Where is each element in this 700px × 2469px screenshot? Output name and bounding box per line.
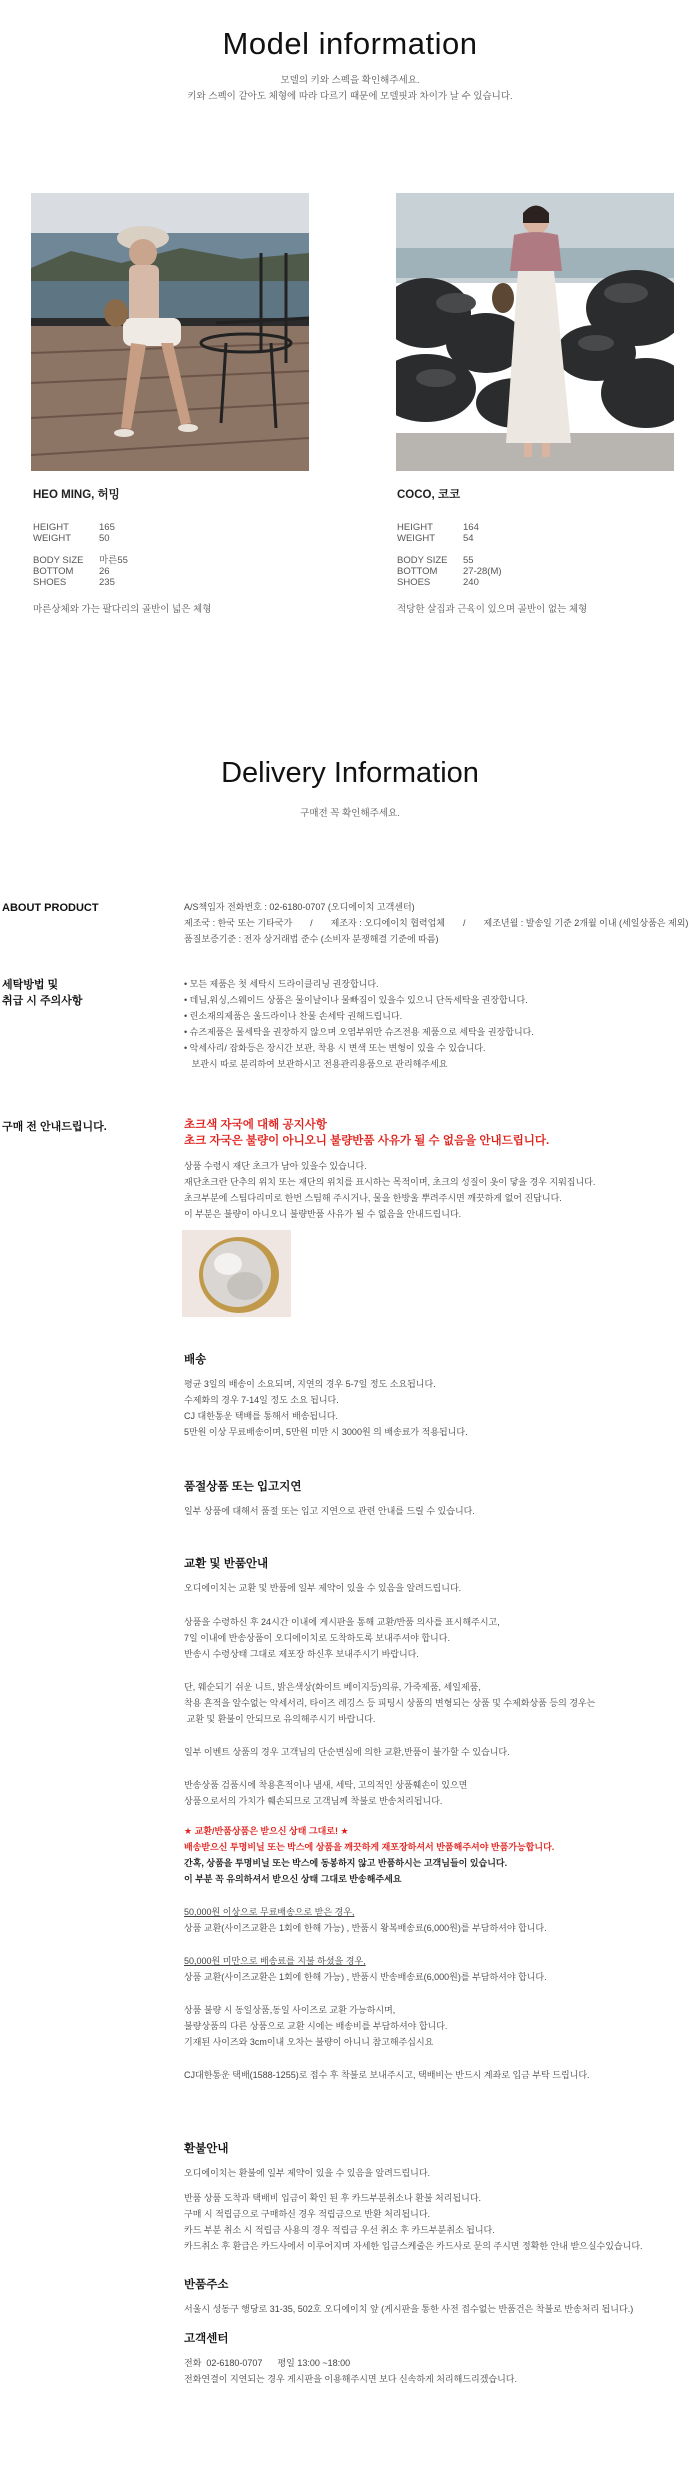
return-address-section — [184, 2277, 694, 2317]
spec-value: 26 — [99, 566, 110, 577]
spec-shoes — [397, 577, 677, 588]
spec-height — [397, 522, 677, 533]
about-maker: 제조자 : 오디에이치 협력업체 — [330, 918, 445, 928]
spec-value: 마른55 — [99, 555, 128, 566]
spec-body-size — [397, 555, 677, 566]
about-product-label: ABOUT PRODUCT — [2, 902, 99, 914]
customer-center-section — [184, 2331, 694, 2387]
soldout-section — [184, 1479, 694, 1519]
model-card-heo-ming — [33, 486, 313, 615]
exchange-line: 7일 이내에 반송상품이 오디에이치로 도착하도록 보내주셔야 합니다. — [184, 1633, 450, 1643]
exchange-line: 불량상품의 다른 상품으로 교환 시에는 배송비를 부담하셔야 합니다. — [184, 2021, 448, 2031]
model-info-sub-line: 키와 스펙이 같아도 체형에 따라 다르기 때문에 모델핏과 차이가 날 수 있습니다. — [187, 91, 513, 102]
wash-body — [184, 976, 694, 1072]
spec-bottom — [33, 566, 313, 577]
exchange-section — [184, 1556, 694, 2083]
about-separator: / — [463, 918, 466, 928]
refund-line: 반품 상품 도착과 택배비 입금이 확인 된 후 카드부분취소나 환불 처리됩니다. — [184, 2193, 482, 2203]
spec-key: BODY SIZE — [397, 555, 448, 566]
shipping-line: 5만원 이상 무료배송이며, 5만원 미만 시 3000원 의 배송료가 적용됩니다. — [184, 1427, 468, 1437]
exchange-line: 단, 웨순되기 쉬운 니트, 밝은색상(화이트 베이지등)의류, 가죽제품, 세일제품, — [184, 1682, 481, 1692]
shipping-line: 수제화의 경우 7-14일 정도 소요 됩니다. — [184, 1395, 339, 1405]
wash-label — [2, 977, 83, 1009]
about-product-body — [184, 899, 694, 947]
exchange-line: 상품을 수령하신 후 24시간 이내에 게시판을 통해 교환/반품 의사를 표시해주시고, — [184, 1617, 500, 1627]
spec-key: BODY SIZE — [33, 555, 84, 566]
shipping-title: 배송 — [184, 1354, 207, 1366]
model-card-coco — [397, 486, 677, 615]
customer-center-phone: 전화 02-6180-0707 평일 13:00 ~18:00 — [184, 2358, 351, 2368]
spec-key: SHOES — [33, 577, 67, 588]
about-separator: / — [310, 918, 313, 928]
refund-line: 오디에이치는 환불에 일부 제약이 있을 수 있음을 알려드립니다. — [184, 2168, 431, 2178]
model-photo-heo-ming — [31, 193, 309, 471]
about-line: A/S책임자 전화번호 : 02-6180-0707 (오디에이치 고객센터) — [184, 902, 415, 912]
paid-shipping-case: 50,000원 미만으로 배송료를 지불 하셨을 경우, — [184, 1956, 366, 1966]
exchange-bold-line: 이 부분 꼭 유의하셔서 받으신 상태 그대로 반송해주세요 — [184, 1874, 402, 1884]
exchange-line: 교환 및 환불이 안되므로 유의해주시기 바랍니다. — [184, 1714, 376, 1724]
shipping-section — [184, 1352, 694, 1440]
guide-label: 구매 전 안내드립니다. — [2, 1121, 107, 1133]
model-name: COCO, 코코 — [397, 489, 461, 501]
refund-title: 환불안내 — [184, 2143, 229, 2155]
refund-line: 카드취소 후 환급은 카드사에서 이루어지며 자세한 입금스케줄은 카드사로 문의 주시면 정확한 안내 받으실수있습니다. — [184, 2241, 643, 2251]
customer-center-title: 고객센터 — [184, 2333, 229, 2345]
exchange-line: 착용 흔적을 알수없는 악세서리, 타이즈 레깅스 등 피팅시 상품의 변형되는 상품 및 수제화상품 등의 경우는 — [184, 1698, 596, 1708]
exchange-line: 상품 교환(사이즈교환은 1회에 한해 가능) , 반품시 반송배송료(6,000원)를 부담하셔야 합니다. — [184, 1972, 547, 1982]
spec-value: 50 — [99, 533, 110, 544]
soldout-line: 일부 상품에 대해서 품절 또는 입고 지연으로 관련 안내를 드릴 수 있습니다. — [184, 1506, 475, 1516]
spec-value: 55 — [463, 555, 474, 566]
chalk-line: 재단초크란 단추의 위치 또는 재단의 위치를 표시하는 목적이며, 초크의 성질이 옷이 닿을 경우 지워집니다. — [184, 1177, 596, 1187]
model-name: HEO MING, 허밍 — [33, 489, 120, 501]
spec-bottom — [397, 566, 677, 577]
exchange-line: 상품 교환(사이즈교환은 1회에 한해 가능) , 반품시 왕복배송료(6,000원)를 부담하셔야 합니다. — [184, 1923, 547, 1933]
wash-item: • 린소재의제품은 울드라이나 찬물 손세탁 권해드립니다. — [184, 1011, 403, 1021]
exchange-line: CJ대한통운 택배(1588-1255)로 접수 후 착불로 보내주시고, 택배비는 반드시 계좌로 입금 부탁 드립니다. — [184, 2070, 590, 2080]
exchange-title: 교환 및 반품안내 — [184, 1558, 269, 1570]
chalk-notice-title: 초크색 자국에 대해 공지사항 — [184, 1119, 327, 1131]
spec-weight — [397, 533, 677, 544]
exchange-repack-notice: 배송받으신 투명비닐 또는 박스에 상품을 깨끗하게 재포장하셔서 반품해주셔야 반품가능합니다. — [184, 1842, 555, 1852]
spec-value: 164 — [463, 522, 479, 533]
spec-shoes — [33, 577, 313, 588]
spec-key: HEIGHT — [397, 522, 433, 533]
spec-value: 27-28(M) — [463, 566, 502, 577]
wash-label-line: 세탁방법 및 — [2, 979, 59, 991]
spec-body-size — [33, 555, 313, 566]
model-photo-coco — [396, 193, 674, 471]
shipping-line: 평균 3일의 배송이 소요되며, 지연의 경우 5-7일 정도 소요됩니다. — [184, 1379, 436, 1389]
about-date: 제조년월 : 발송일 기준 2개월 이내 (세일상품은 제외) — [483, 918, 689, 928]
chalk-line: 상품 수령시 재단 초크가 남아 있을수 있습니다. — [184, 1161, 367, 1171]
wash-item: • 악세사리/ 잡화등은 장시간 보관, 착용 시 변색 또는 변형이 있을 수 있습니다. — [184, 1043, 486, 1053]
exchange-star-notice: ★ 교환/반품상품은 받으신 상태 그대로! ★ — [184, 1826, 349, 1836]
wash-item: • 데님,워싱,스웨이드 상품은 물이날이나 물빠짐이 있을수 있으니 단독세탁을 권장합니다. — [184, 995, 528, 1005]
spec-key: BOTTOM — [397, 566, 438, 577]
guide-body — [184, 1117, 694, 1222]
spec-value: 54 — [463, 533, 474, 544]
wash-item: • 슈즈제품은 물세탁을 권장하지 않으며 오염부위만 슈즈전용 제품으로 세탁을 권장합니다. — [184, 1027, 534, 1037]
shipping-line: CJ 대한통운 택배를 통해서 배송됩니다. — [184, 1411, 338, 1421]
model-note: 마른상체와 가는 팔다리의 골반이 넓은 체형 — [33, 604, 212, 615]
chalk-line: 이 부분은 불량이 아니오니 불량반품 사유가 될 수 없음을 안내드립니다. — [184, 1209, 462, 1219]
free-shipping-case: 50,000원 이상으로 무료배송으로 받은 경우, — [184, 1907, 355, 1917]
delivery-info-subtitle: 구매전 꼭 확인해주세요. — [300, 808, 400, 819]
about-country: 제조국 : 한국 또는 기타국가 — [184, 918, 293, 928]
spec-key: HEIGHT — [33, 522, 69, 533]
model-info-sub-line: 모델의 키와 스펙을 확인해주세요. — [280, 75, 420, 86]
exchange-line: 상품으로서의 가치가 훼손되므로 고객님께 착불로 반송처리됩니다. — [184, 1796, 443, 1806]
wash-item: • 모든 제품은 첫 세탁시 드라이클리닝 권장합니다. — [184, 979, 379, 989]
delivery-info-title: Delivery Information — [221, 757, 479, 789]
soldout-title: 품절상품 또는 입고지연 — [184, 1481, 302, 1493]
exchange-line: 기재된 사이즈와 3cm이내 오차는 불량이 아니니 참고해주십시요 — [184, 2037, 434, 2047]
spec-key: WEIGHT — [397, 533, 435, 544]
spec-value: 165 — [99, 522, 115, 533]
about-line: 품질보증기준 : 전자 상거래법 준수 (소비자 분쟁해결 기준에 따름) — [184, 934, 439, 944]
exchange-line: 반송시 수령상태 그대로 제포장 하신후 보내주시기 바랍니다. — [184, 1649, 419, 1659]
exchange-bold-line: 간혹, 상품을 투명비닐 또는 박스에 동봉하지 않고 반품하시는 고객님들이 있습니다. — [184, 1858, 508, 1868]
model-info-title: Model information — [222, 26, 478, 61]
exchange-line: 상품 불량 시 동일상품,동일 사이즈로 교환 가능하시며, — [184, 2005, 396, 2015]
spec-value: 240 — [463, 577, 479, 588]
about-line — [184, 915, 694, 931]
spec-key: BOTTOM — [33, 566, 74, 577]
refund-line: 구매 시 적립금으로 구매하신 경우 적립금으로 반환 처리됩니다. — [184, 2209, 431, 2219]
chalk-mark-photo — [182, 1230, 291, 1317]
chalk-notice-title: 초크 자국은 불량이 아니오니 불량반품 사유가 될 수 없음을 안내드립니다. — [184, 1135, 550, 1147]
spec-height — [33, 522, 313, 533]
spec-key: SHOES — [397, 577, 431, 588]
exchange-line: 일부 이벤트 상품의 경우 고객님의 단순변심에 의한 교환,반품이 불가할 수 있습니다. — [184, 1747, 510, 1757]
refund-line: 카드 부분 취소 시 적립금 사용의 경우 적립금 우선 취소 후 카드부분취소 됩니다. — [184, 2225, 495, 2235]
wash-item: 보관시 따로 분리하여 보관하시고 전용관리용품으로 관리해주세요 — [184, 1059, 448, 1069]
spec-key: WEIGHT — [33, 533, 71, 544]
model-info-subtitle — [0, 73, 700, 105]
refund-section — [184, 2141, 694, 2254]
return-address-title: 반품주소 — [184, 2279, 229, 2291]
chalk-line: 초크부분에 스팀다리미로 한번 스팀해 주시거나, 물을 한방울 뿌려주시면 깨끗하게 없어 진답니다. — [184, 1193, 562, 1203]
wash-label-line: 취급 시 주의사항 — [2, 995, 83, 1007]
return-address-line: 서울시 성동구 행당로 31-35, 502호 오디에이치 앞 (게시판을 통한 사전 접수없는 반품건은 착불로 반송처리 됩니다.) — [184, 2304, 634, 2314]
customer-center-line: 전화연결이 지연되는 경우 게시판을 이용해주시면 보다 신속하게 처리해드리겠습니다. — [184, 2374, 517, 2384]
spec-value: 235 — [99, 577, 115, 588]
exchange-line: 반송상품 검품시에 착용흔적이나 냄새, 세탁, 고의적인 상품훼손이 있으면 — [184, 1780, 468, 1790]
spec-weight — [33, 533, 313, 544]
exchange-line: 오디에이치는 교환 및 반품에 일부 제약이 있을 수 있음을 알려드립니다. — [184, 1583, 462, 1593]
model-note: 적당한 살집과 근육이 있으며 골반이 없는 체형 — [397, 604, 588, 615]
